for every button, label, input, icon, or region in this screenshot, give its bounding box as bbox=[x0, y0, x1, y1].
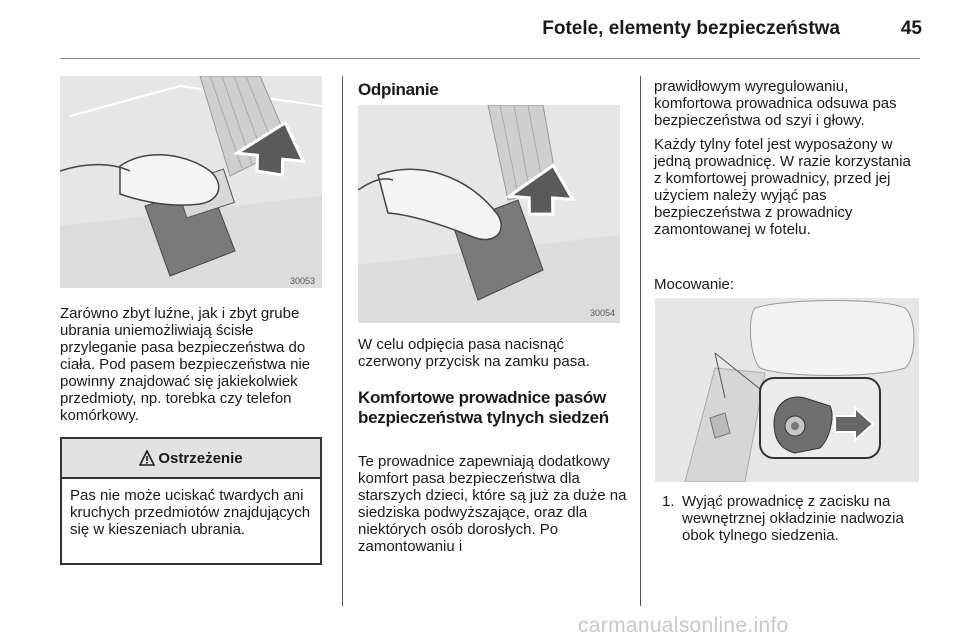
seatbelt-buckle-illustration bbox=[60, 76, 322, 288]
buckle-release-drawing bbox=[358, 105, 620, 323]
seatbelt-release-illustration bbox=[358, 105, 620, 323]
guide-removal-paragraph: Każdy tylny fotel jest wyposażony w jedną prowadnicę. W razie korzystania z komfortowej prowadnicy, przed jej użyciem należy wyjąć pas bezpieczeństwa z prowadnicy zamontowanej w fotelu. bbox=[654, 136, 911, 238]
comfort-guides-continued-paragraph: prawidłowym wyregulowaniu, komfortowa prowadnica odsuwa pas bezpieczeństwa od szyi i głowy. bbox=[654, 78, 897, 129]
warning-box bbox=[60, 437, 322, 565]
page-number: 45 bbox=[900, 18, 922, 39]
section-heading-comfort-guides: Komfortowe prowadnice pasów bezpieczeństwa tylnych siedzeń bbox=[358, 388, 609, 427]
step-number: 1. bbox=[662, 493, 675, 510]
comfort-guide-mounting-illustration bbox=[655, 298, 919, 482]
left-body-paragraph: Zarówno zbyt luźne, jak i zbyt grube ubrania uniemożliwiają ścisłe przyleganie pasa bezpieczeństwa do ciała. Pod pasem bezpieczeństwa nie powinny znajdować się jakiekolwiek przedmioty, np. torebka czy telefon komórkowy. bbox=[60, 305, 311, 424]
warning-title: Ostrzeżenie bbox=[158, 449, 243, 467]
warning-header bbox=[62, 439, 320, 479]
column-divider-right bbox=[640, 76, 641, 606]
section-heading-odpinanie: Odpinanie bbox=[358, 80, 439, 99]
mounting-label: Mocowanie: bbox=[654, 276, 735, 293]
figure-number-middle: 30054 bbox=[590, 308, 616, 318]
page-header-title: Fotele, elementy bezpieczeństwa bbox=[542, 18, 840, 39]
column-divider-left bbox=[342, 76, 343, 606]
step-text: Wyjąć prowadnicę z zacisku na wewnętrznej okładzinie nadwozia obok tylnego siedzenia. bbox=[682, 493, 904, 544]
watermark-text: carmanualsonline.info bbox=[578, 614, 789, 637]
figure-number-left: 30053 bbox=[290, 276, 316, 286]
buckle-fastening-drawing bbox=[60, 76, 322, 288]
header-divider bbox=[60, 58, 920, 59]
warning-triangle-icon bbox=[139, 450, 155, 466]
release-instruction-paragraph: W celu odpięcia pasa nacisnąć czerwony przycisk na zamku pasa. bbox=[358, 336, 590, 370]
warning-text: Pas nie może uciskać twardych ani kruchych przedmiotów znajdujących się w kieszeniach ubrania. bbox=[70, 487, 311, 538]
comfort-guides-paragraph: Te prowadnice zapewniają dodatkowy komfort pasa bezpieczeństwa dla starszych dzieci, które są już za duże na siedziska podwyższające, oraz dla niektórych osób dorosłych. Po zamontowaniu i bbox=[358, 453, 627, 555]
comfort-guide-clip-drawing bbox=[655, 298, 919, 482]
